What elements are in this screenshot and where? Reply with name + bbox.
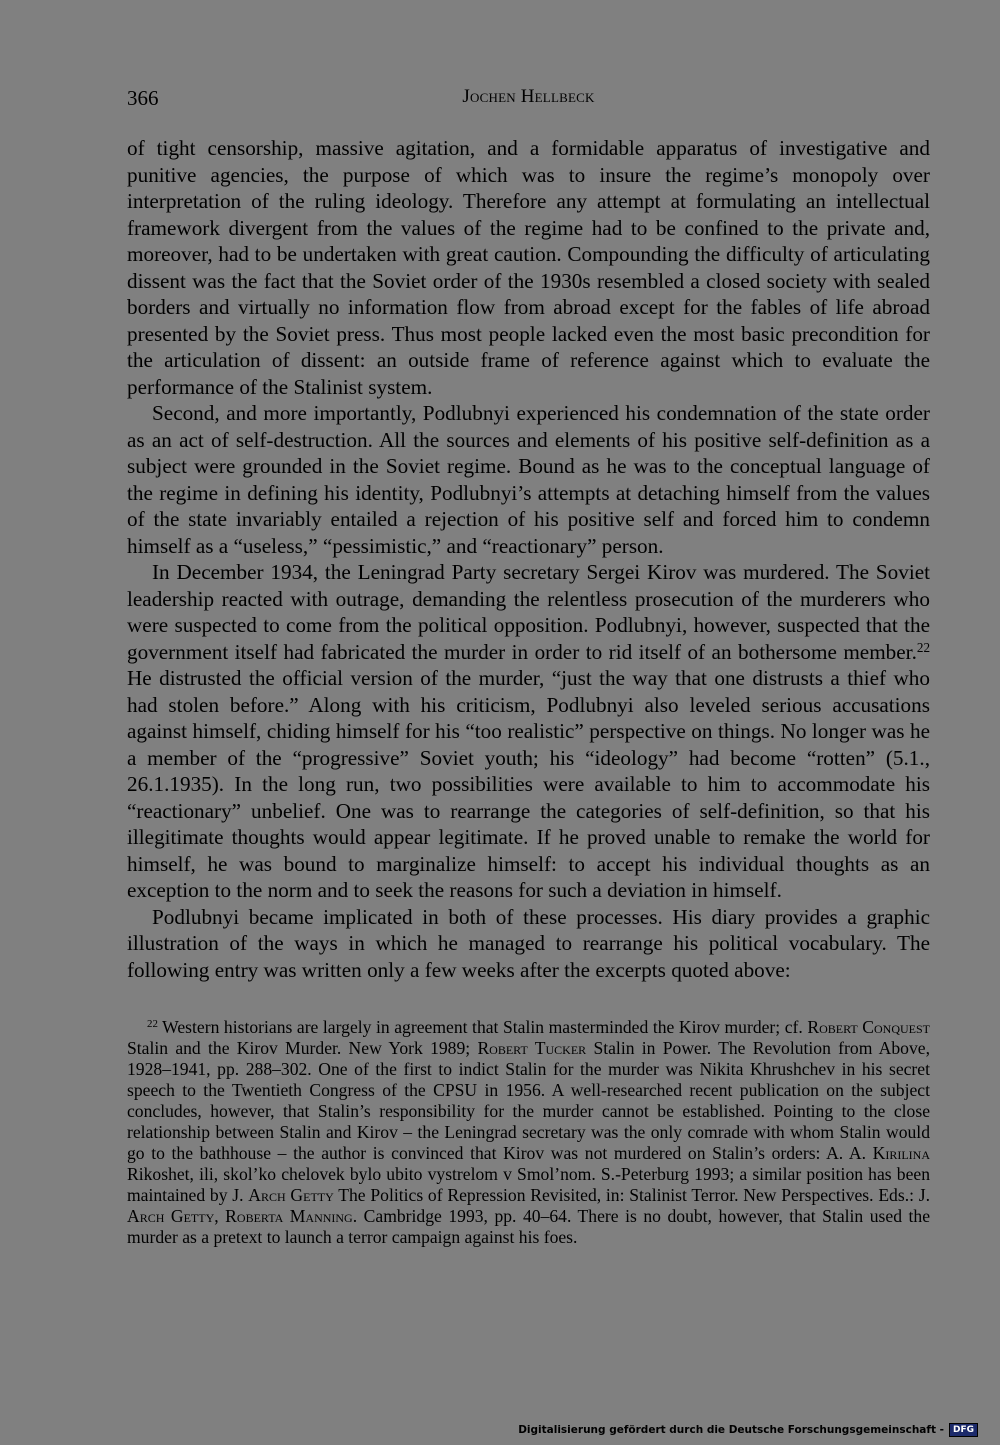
paragraph: Second, and more importantly, Podlubnyi experienced his condemnation of the state order as an act of self-destruction. All the sources and elements of his positive self-definition as a subject were grounded in the Soviet regime. Bound as he was to the conceptual language of the regime in defining his identity, Podlubnyi’s attempts at detaching himself from the values of the state invariably entailed a rejection of his positive self and forced him to condemn himself as a “useless,” “pessimistic,” and “reactionary” person. xyxy=(127,401,930,558)
footnote-text: The Politics of Repression Revisited, in: Stalinist Terror. New Perspectives. Eds.: J. xyxy=(338,1185,930,1205)
dfg-logo: DFG xyxy=(949,1423,978,1437)
author-name: Arch Getty, Roberta Manning xyxy=(127,1206,353,1226)
paragraph-text: In December 1934, the Leningrad Party secretary Sergei Kirov was murdered. The Soviet leadership reacted with outrage, demanding the relentless prosecution of the murderers who were suspected to come from the political opposition. Podlubnyi, however, suspected that the government itself had fabricated the murder in order to rid itself of an bothersome member. xyxy=(127,560,930,664)
footnote-reference: 22 xyxy=(916,639,930,655)
page-header xyxy=(127,86,930,112)
footnote-text: . Cambridge 1993, pp. 40–64. There is no doubt, however, that Stalin used the murder as a pretext to launch a terror campaign against his foes. xyxy=(127,1206,931,1247)
paragraph-text: He distrusted the official version of the murder, “just the way that one distrusts a thief who had stolen before.” Along with his criticism, Podlubnyi also leveled serious accusations against himself, chiding himself for his “too realistic” perspective on things. No longer was he a member of the “progressive” Soviet youth; his “ideology” had become “rotten” (5.1., 26.1.1935). In the long run, two possibilities were available to him to accommodate his “reactionary” unbelief. One was to rearrange the categories of self-definition, so that his illegitimate thoughts would appear legitimate. If he proved unable to remake the world for himself, he was bound to marginalize himself: to accept his individual thoughts as an exception to the norm and to seek the reasons for such a deviation in himself. xyxy=(127,666,930,902)
footnotes xyxy=(127,1017,930,1248)
author-name: Robert Conquest xyxy=(807,1017,930,1037)
paragraph: Podlubnyi became implicated in both of these processes. His diary provides a graphic illustration of the ways in which he managed to rearrange his political vocabulary. The following entry was written only a few weeks after the excerpts quoted above: xyxy=(127,904,930,982)
footnote-number: 22 xyxy=(147,1018,158,1030)
footnote-text: Western historians are largely in agreement that Stalin masterminded the Kirov murder; cf. xyxy=(162,1017,803,1037)
author-name: Robert Tucker xyxy=(477,1038,587,1058)
footnote-text: Stalin and the Kirov Murder. New York 1989; xyxy=(127,1038,471,1058)
footnote-text: Stalin in Power. The Revolution from Above, 1928–1941, pp. 288–302. One of the first to indict Stalin for the murder was Nikita Khrushchev in his secret speech to the Twentieth Congress of the CPSU in 1956. A well-researched recent publication on the subject concludes, however, that Stalin’s responsibility for the murder cannot be established. Pointing to the close relationship between Stalin and Kirov – the Leningrad secretary was the only comrade with whom Stalin would go to the bathhouse – the author is convinced that Kirov was not murdered on Stalin’s orders: A. A. xyxy=(127,1038,930,1163)
page-number: 366 xyxy=(127,86,159,110)
running-head: Jochen Hellbeck xyxy=(462,86,595,107)
digitization-footer xyxy=(518,1423,978,1437)
funding-notice: Digitalisierung gefördert durch die Deutsche Forschungsgemeinschaft - xyxy=(518,1424,944,1436)
body-text xyxy=(127,135,930,983)
paragraph: of tight censorship, massive agitation, and a formidable apparatus of investigative and punitive agencies, the purpose of which was to insure the regime’s monopoly over interpretation of the ruling ideology. Therefore any attempt at formulating an intellectual framework divergent from the values of the regime had to be confined to the private and, moreover, had to be undertaken with great caution. Compounding the difficulty of articulating dissent was the fact that the Soviet order of the 1930s resembled a closed society with sealed borders and virtually no information flow from abroad except for the fables of life abroad presented by the Soviet press. Thus most people lacked even the most basic precondition for the articulation of dissent: an outside frame of reference against which to evaluate the performance of the Stalinist system. xyxy=(127,136,930,399)
footnote xyxy=(127,1017,930,1248)
footnote-text: Rikoshet, ili, skol’ko chelovek bylo ubito vystrelom v Smol’nom. S.-Peterburg 1993; a similar position has been maintained by J. xyxy=(127,1164,930,1205)
paragraph xyxy=(127,559,930,904)
author-name: Arch Getty xyxy=(248,1185,334,1205)
author-name: Kirilina xyxy=(872,1143,930,1163)
